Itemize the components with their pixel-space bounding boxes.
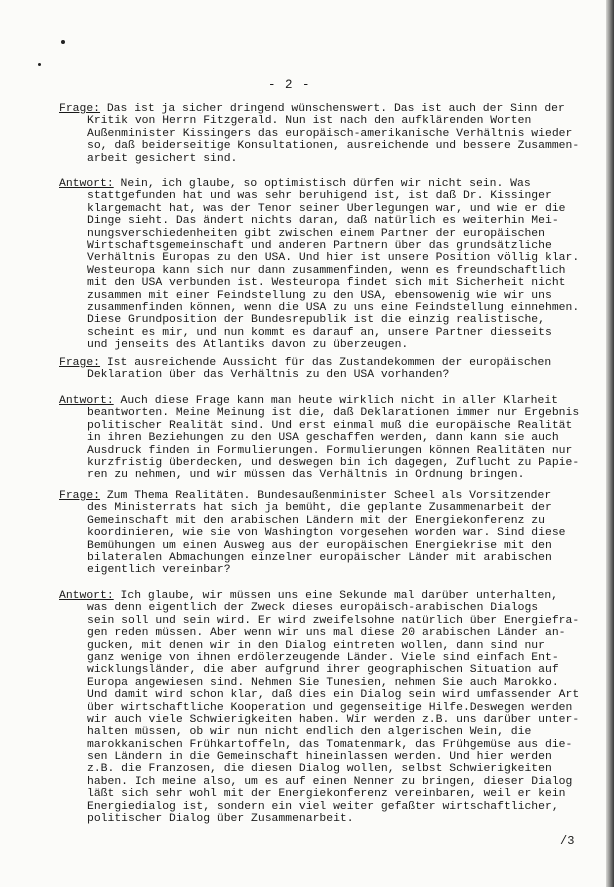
paragraph-line: zusammen mit einer Feindstellung zu den USA, ebensowenig wie wir uns: [87, 289, 552, 302]
paragraph-line: haben. Ich meine also, um es auf einen Nenner zu bringen, dieser Dialog: [87, 775, 573, 788]
paragraph-line: so, daß beiderseitige Konsultationen, ausreichende und bessere Zusammen-: [87, 140, 580, 153]
paragraph-line: läßt sich sehr wohl mit der Energiekonferenz vereinbaren, weil er kein: [87, 788, 566, 801]
scan-speck: [61, 40, 65, 44]
paragraph-line: nungsverschiedenheiten gibt zwischen einem Partner der europäischen: [87, 227, 545, 240]
paragraph-text: Nein, ich glaube, so optimistisch dürfen wir nicht sein. Was: [113, 178, 531, 190]
paragraph-first-line: [59, 103, 589, 115]
paragraph-line: Wirtschaftsgemeinschaft und anderen Partnern über das grundsätzliche: [87, 239, 552, 252]
paragraph-line: Diese Grundposition der Bundesrepublik ist die einzig realistische,: [87, 314, 545, 327]
speaker-label: Antwort:: [59, 590, 114, 602]
paragraph-line: eigentlich vereinbar?: [87, 564, 231, 577]
scan-speck: [38, 63, 41, 66]
paragraph-line: über wirtschaftliche Kooperation und gegenseitige Hilfe.Deswegen werden: [87, 701, 573, 714]
paragraph-line: klargemacht hat, was der Tenor seiner Überlegungen war, und wie er die: [87, 202, 566, 215]
paragraph-line: Westeuropa kann sich nur dann zusammenfinden, wenn es freundschaftlich: [87, 264, 566, 277]
page-number: - 2 -: [268, 78, 311, 92]
paragraph-line: in ihren Beziehungen zu den USA geschaffen werden, dann kann sie auch: [87, 432, 559, 445]
paragraph-line: kurzfristig überdecken, und deswegen bin ich dagegen, Zuflucht zu Papie-: [87, 456, 580, 469]
paragraph-line: gucken, mit denen wir in den Dialog eintreten wollen, dann sind nur: [87, 639, 545, 652]
paragraph-line: Gemeinschaft mit den arabischen Ländern mit der Energiekonferenz zu: [87, 514, 545, 527]
paragraph-line: wicklungsländer, die aber aufgrund ihrer geographischen Situation auf: [87, 664, 559, 677]
paragraph-line: halten müssen, ob wir nun nicht endlich den algerischen Wein, die: [87, 726, 532, 739]
paragraph-text: Ich glaube, wir müssen uns eine Sekunde mal darüber unterhalten,: [113, 590, 558, 602]
paragraph-line: Kritik von Herrn Fitzgerald. Nun ist nach den aufklärenden Worten: [87, 115, 532, 128]
paragraph-line: Außenminister Kissingers das europäisch-amerikanische Verhältnis wieder: [87, 127, 573, 140]
paragraph-line: sen Ländern in die Gemeinschaft hineinlassen werden. Und hier werden: [87, 751, 552, 764]
paragraph-first-line: [59, 490, 589, 502]
paragraph-line: Deklaration über das Verhältnis zu den USA vorhanden?: [87, 369, 450, 382]
paragraph-line: koordinieren, wie sie von Washington vorgesehen worden war. Sind diese: [87, 527, 566, 540]
paragraph-line: gen reden müssen. Aber wenn wir uns mal diese 20 arabischen Länder an-: [87, 627, 566, 640]
paragraph-line: arbeit gesichert sind.: [87, 152, 238, 165]
paragraph-line: z.B. die Franzosen, die diesen Dialog wollen, selbst Schwierigkeiten: [87, 763, 552, 776]
qa-paragraph: [59, 357, 589, 382]
paragraph-text: Zum Thema Realitäten. Bundesaußenminister Scheel als Vorsitzender: [100, 490, 552, 502]
paragraph-line: politischer Dialog über Zusammenarbeit.: [87, 813, 354, 826]
paragraph-line: marokkanischen Frühkartoffeln, das Tomatenmark, das Frühgemüse aus die-: [87, 738, 573, 751]
paragraph-text: Auch diese Frage kann man heute wirklich nicht in aller Klarheit: [113, 395, 558, 407]
paragraph-line: was denn eigentlich der Zweck dieses europäisch-arabischen Dialogs: [87, 602, 539, 615]
paragraph-line: Bemühungen um einen Ausweg aus der europäischen Energiekrise mit den: [87, 539, 552, 552]
paragraph-line: bilateralen Abmachungen einzelner europäischer Länder mit arabischen: [87, 551, 552, 564]
paragraph-line: Dinge sieht. Das ändert nichts daran, daß natürlich es weiterhin Mei-: [87, 215, 559, 228]
continued-marker: /3: [560, 834, 575, 848]
speaker-label: Frage:: [59, 490, 101, 502]
paragraph-line: Und damit wird schon klar, daß dies ein Dialog sein wird umfassender Art: [87, 689, 580, 702]
paragraph-line: ganz wenige von ihnen erdölerzeugende Länder. Viele sind einfach Ent-: [87, 651, 559, 664]
speaker-label: Antwort:: [59, 395, 114, 407]
speaker-label: Antwort:: [59, 178, 114, 190]
paragraph-line: politischer Realität sind. Und erst einmal muß die europäische Realität: [87, 419, 573, 432]
paragraph-line: beantworten. Meine Meinung ist die, daß Deklarationen immer nur Ergebnis: [87, 407, 580, 420]
paragraph-first-line: [59, 357, 589, 369]
scan-edge: [606, 0, 614, 887]
paragraph-line: mit den USA verbunden ist. Westeuropa findet sich mit Sicherheit nicht: [87, 277, 566, 290]
speaker-label: Frage:: [59, 103, 101, 115]
paragraph-line: sein soll und sein wird. Er wird zweifelsohne natürlich über Energiefra-: [87, 614, 580, 627]
paragraph-line: Ausdruck finden in Formulierungen. Formulierungen können Realitäten nur: [87, 444, 573, 457]
qa-paragraph: [59, 395, 589, 482]
paragraph-line: des Ministerrats hat sich ja bemüht, die geplante Zusammenarbeit der: [87, 502, 552, 515]
paragraph-first-line: [59, 178, 589, 190]
paragraph-line: und jenseits des Atlantiks davon zu überzeugen.: [87, 339, 409, 352]
qa-paragraph: [59, 490, 589, 577]
paragraph-first-line: [59, 395, 589, 407]
qa-paragraph: [59, 103, 589, 165]
paragraph-line: zusammenfinden können, wenn die USA zu uns eine Feindstellung einnehmen.: [87, 301, 580, 314]
qa-paragraph: [59, 178, 589, 351]
paragraph-line: wir auch viele Schwierigkeiten haben. Wir werden z.B. uns darüber unter-: [87, 713, 580, 726]
paragraph-line: Energiedialog ist, sondern ein viel weiter gefaßter wirtschaftlicher,: [87, 800, 559, 813]
paragraph-line: scheint es mir, und nun kommt es darauf an, unsere Partner diesseits: [87, 326, 552, 339]
paragraph-first-line: [59, 590, 589, 602]
paragraph-text: Ist ausreichende Aussicht für das Zustandekommen der europäischen: [100, 357, 552, 369]
speaker-label: Frage:: [59, 357, 101, 369]
paragraph-line: stattgefunden hat und was sehr beruhigend ist, ist daß Dr. Kissinger: [87, 190, 552, 203]
qa-paragraph: [59, 590, 589, 825]
paragraph-line: ren zu nehmen, und wir müssen das Verhältnis in Ordnung bringen.: [87, 469, 525, 482]
paragraph-line: Verhältnis Europas zu den USA. Und hier ist unsere Position völlig klar.: [87, 252, 580, 265]
paragraph-text: Das ist ja sicher dringend wünschenswert. Das ist auch der Sinn der: [100, 103, 565, 115]
paragraph-line: Europa angewiesen sind. Nehmen Sie Tunesien, nehmen Sie auch Marokko.: [87, 676, 559, 689]
